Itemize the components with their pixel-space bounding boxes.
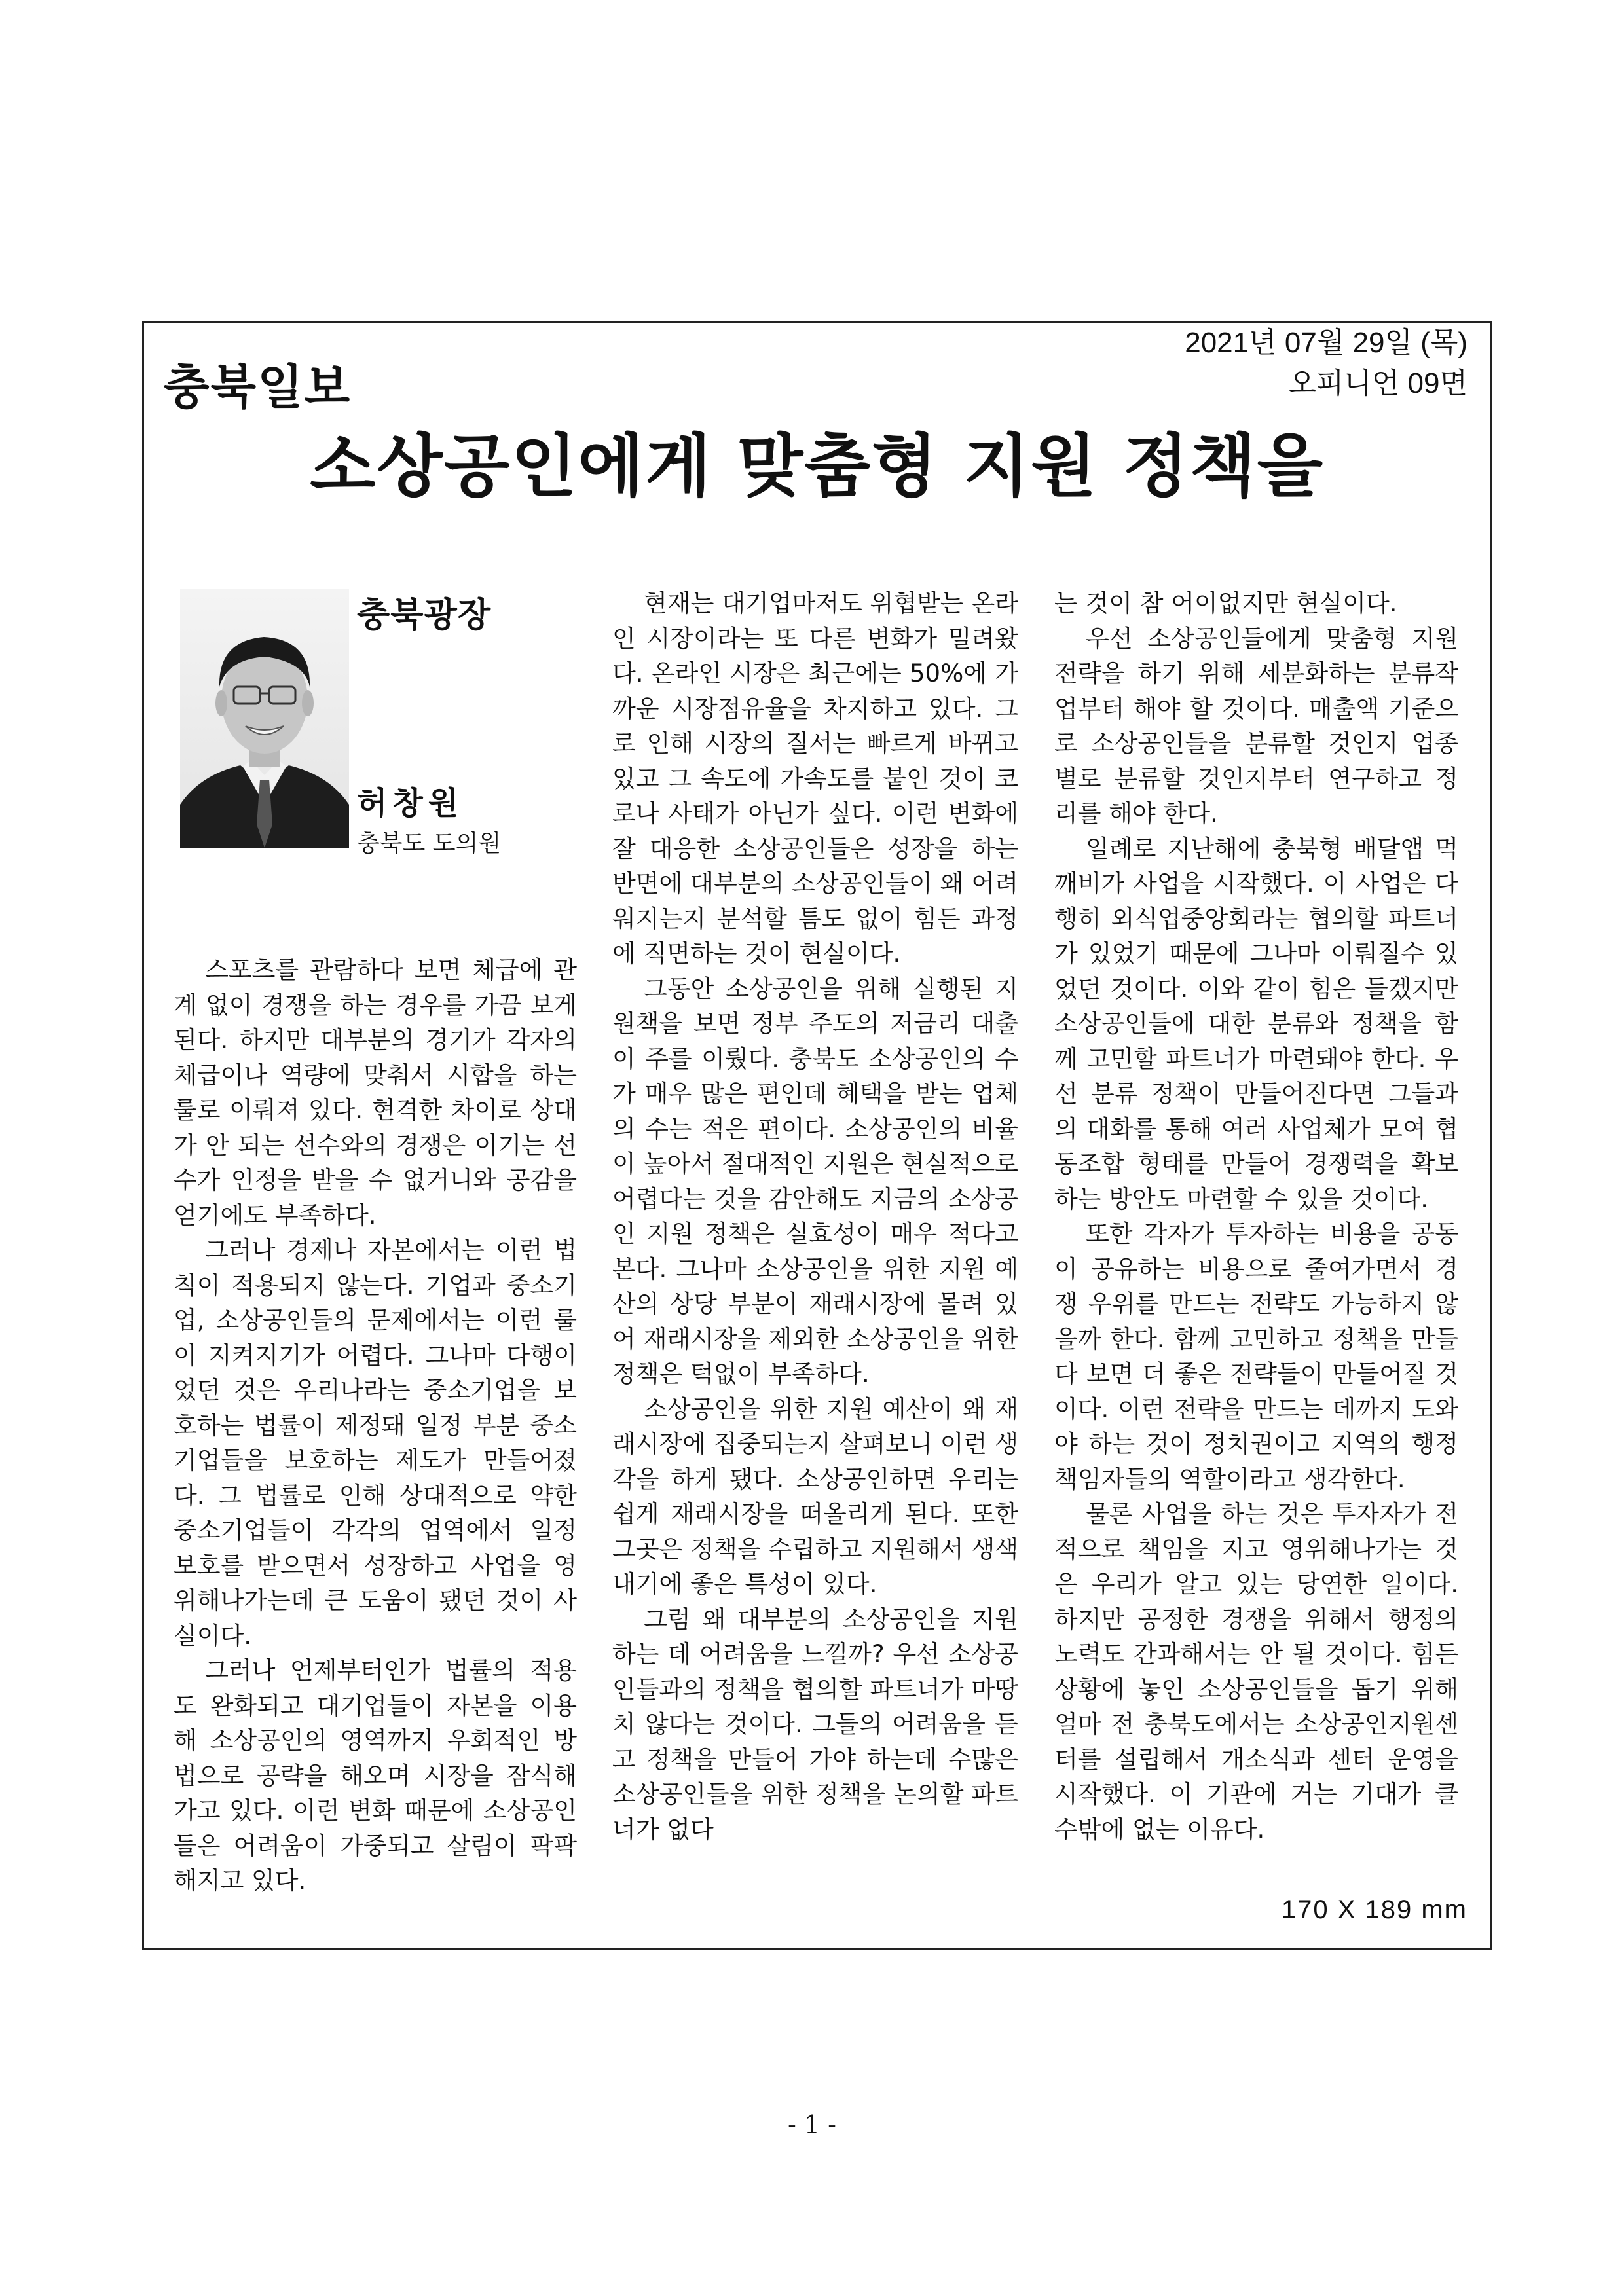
article-column-2 [612,586,1018,1847]
paragraph: 물론 사업을 하는 것은 투자자가 전적으로 책임을 지고 영위해나가는 것은 우리가 알고 있는 당연한 일이다. 하지만 공정한 경쟁을 위해서 행정의 노력도 간과해서는 안 될 것이다. 힘든 상황에 놓인 소상공인들을 돕기 위해 얼마 전 충북도에서는 소상공인지원센터를 설립해서 개소식과 센터 운영을 시작했다. 이 기관에 거는 기대가 클 수밖에 없는 이유다. [1054,1500,1458,1844]
paragraph: 그러나 언제부터인가 법률의 적용도 완화되고 대기업들이 자본을 이용해 소상공인의 영역까지 우회적인 방법으로 공략을 해오며 시장을 잠식해가고 있다. 이런 변화 때문에 소상공인들은 어려움이 가중되고 살림이 팍팍해지고 있다. [174,1656,577,1895]
author-title: 충북도 도의원 [357,830,502,857]
headline: 소상공인에게 맞춤형 지원 정책을 [309,426,1325,506]
article-column-3 [1054,586,1458,1847]
paragraph: 일례로 지난해에 충북형 배달앱 먹깨비가 사업을 시작했다. 이 사업은 다행히 외식업중앙회라는 협의할 파트너가 있었기 때문에 그나마 이뤄질수 있었던 것이다. 이와 같이 힘은 들겠지만 소상공인들에 대한 분류와 정책을 함께 고민할 파트너가 마련돼야 한다. 우선 분류 정책이 만들어진다면 그들과의 대화를 통해 여러 사업체가 모여 협동조합 형태를 만들어 경쟁력을 확보하는 방안도 마련할 수 있을 것이다. [1054,834,1458,1213]
article-frame [142,321,1492,1950]
page-number: - 1 - [787,2110,836,2139]
article-column-1 [174,953,577,1899]
author-name: 허창원 [357,785,464,822]
paragraph: 는 것이 참 어이없지만 현실이다. [1054,589,1397,617]
publication-info [1185,323,1467,404]
paragraph: 스포츠를 관람하다 보면 체급에 관계 없이 경쟁을 하는 경우를 가끔 보게 된다. 하지만 대부분의 경기가 각자의 체급이나 역량에 맞춰서 시합을 하는 룰로 이뤄져 있다. 현격한 차이로 상대가 안 되는 선수와의 경쟁은 이기는 선수가 인정을 받을 수 없거니와 공감을 얻기에도 부족하다. [174,956,577,1230]
clipping-size: 170 X 189 mm [1281,1895,1467,1924]
newspaper-name: 충북일보 [164,359,352,414]
paragraph: 현재는 대기업마저도 위협받는 온라인 시장이라는 또 다른 변화가 밀려왔다. 온라인 시장은 최근에는 50%에 가까운 시장점유율을 차지하고 있다. 그로 인해 시장의 질서는 빠르게 바뀌고 있고 그 속도에 가속도를 붙인 것이 코로나 사태가 아닌가 싶다. 이런 변화에 잘 대응한 소상공인들은 성장을 하는 반면에 대부분의 소상공인들이 왜 어려워지는지 분석할 틈도 없이 힘든 과정에 직면하는 것이 현실이다. [612,589,1018,968]
paragraph: 우선 소상공인들에게 맞춤형 지원 전략을 하기 위해 세분화하는 분류작업부터 해야 할 것이다. 매출액 기준으로 소상공인들을 분류할 것인지 업종별로 분류할 것인지부터 연구하고 정리를 해야 한다. [1054,624,1458,828]
publication-section: 오피니언 09면 [1288,367,1467,399]
column-name: 충북광장 [357,596,491,635]
paragraph: 또한 각자가 투자하는 비용을 공동이 공유하는 비용으로 줄여가면서 경쟁 우위를 만드는 전략도 가능하지 않을까 한다. 함께 고민하고 정책을 만들다 보면 더 좋은 전략들이 만들어질 것이다. 이런 전략을 만드는 데까지 도와야 하는 것이 정치권이고 지역의 행정 책임자들의 역할이라고 생각한다. [1054,1220,1458,1493]
paragraph: 그동안 소상공인을 위해 실행된 지원책을 보면 정부 주도의 저금리 대출이 주를 이뤘다. 충북도 소상공인의 수가 매우 많은 편인데 혜택을 받는 업체의 수는 적은 편이다. 소상공인의 비율이 높아서 절대적인 지원은 현실적으로 어렵다는 것을 감안해도 지금의 소상공인 지원 정책은 실효성이 매우 적다고 본다. 그나마 소상공인을 위한 지원 예산의 상당 부분이 재래시장에 몰려 있어 재래시장을 제외한 소상공인을 위한 정책은 턱없이 부족하다. [612,974,1018,1388]
paragraph: 소상공인을 위한 지원 예산이 왜 재래시장에 집중되는지 살펴보니 이런 생각을 하게 됐다. 소상공인하면 우리는 쉽게 재래시장을 떠올리게 된다. 또한 그곳은 정책을 수립하고 지원해서 생색내기에 좋은 특성이 있다. [612,1394,1018,1598]
author-portrait [180,589,349,848]
publication-date: 2021년 07월 29일 (목) [1185,327,1467,359]
paragraph: 그러나 경제나 자본에서는 이런 법칙이 적용되지 않는다. 기업과 중소기업, 소상공인들의 문제에서는 이런 룰이 지켜지기가 어렵다. 그나마 다행이었던 것은 우리나라는 중소기업을 보호하는 법률이 제정돼 일정 부분 중소기업들을 보호하는 제도가 만들어졌다. 그 법률로 인해 상대적으로 약한 중소기업들이 각각의 업역에서 일정 보호를 받으면서 성장하고 사업을 영위해나가는데 큰 도움이 됐던 것이 사실이다. [174,1236,577,1650]
paragraph: 그럼 왜 대부분의 소상공인을 지원하는 데 어려움을 느낄까? 우선 소상공인들과의 정책을 협의할 파트너가 마땅치 않다는 것이다. 그들의 어려움을 듣고 정책을 만들어 가야 하는데 수많은 소상공인들을 위한 정책을 논의할 파트너가 없다 [612,1605,1018,1844]
